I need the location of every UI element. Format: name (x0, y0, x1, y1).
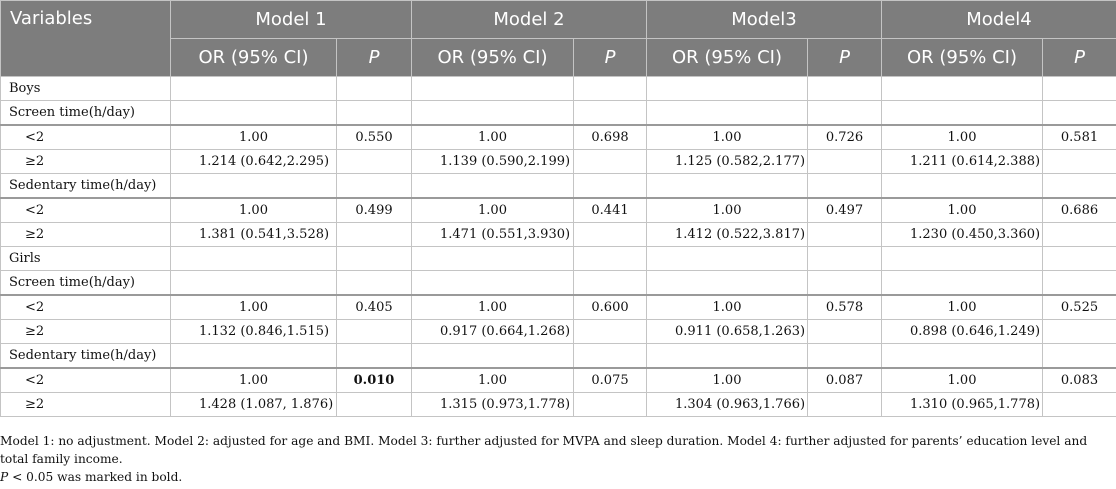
category-label: <2 (1, 198, 171, 223)
or-ci-cell (412, 77, 574, 101)
or-ci-cell: 1.00 (647, 198, 808, 223)
p-value-cell: 0.010 (337, 368, 412, 393)
p-value-cell (1043, 101, 1116, 126)
table-row (1, 174, 1116, 199)
or-ci-header: OR (95% CI) (171, 39, 337, 77)
or-ci-cell (171, 77, 337, 101)
or-ci-header: OR (95% CI) (882, 39, 1043, 77)
p-value-cell (574, 174, 647, 199)
or-ci-cell: 1.00 (171, 125, 337, 150)
or-ci-cell (882, 101, 1043, 126)
model-1-header: Model 1 (171, 1, 412, 39)
or-ci-cell (647, 174, 808, 199)
row-label: Sedentary time(h/day) (1, 344, 171, 369)
or-ci-cell: 1.471 (0.551,3.930) (412, 223, 574, 247)
p-value-cell (1043, 223, 1116, 247)
p-value-cell: 0.525 (1043, 295, 1116, 320)
footnote-p-text: < 0.05 was marked in bold. (8, 470, 183, 484)
p-value-cell (808, 101, 882, 126)
or-ci-cell: 0.911 (0.658,1.263) (647, 320, 808, 344)
or-ci-cell (171, 344, 337, 369)
p-value-cell (1043, 150, 1116, 174)
table-row (1, 344, 1116, 369)
or-ci-cell: 1.00 (412, 198, 574, 223)
model-4-header: Model4 (882, 1, 1116, 39)
p-value-cell (574, 223, 647, 247)
or-ci-cell (882, 271, 1043, 296)
p-value-cell (808, 344, 882, 369)
footnote-significance (0, 468, 1104, 486)
table-row (1, 77, 1116, 101)
or-ci-cell (647, 77, 808, 101)
p-value-cell (808, 393, 882, 417)
or-ci-cell: 1.00 (647, 125, 808, 150)
table-row (1, 198, 1116, 223)
p-value-cell: 0.499 (337, 198, 412, 223)
row-label: Screen time(h/day) (1, 101, 171, 126)
or-ci-cell (647, 344, 808, 369)
p-value-cell (574, 320, 647, 344)
or-ci-cell: 1.304 (0.963,1.766) (647, 393, 808, 417)
or-ci-cell: 1.00 (171, 295, 337, 320)
or-ci-cell: 1.00 (647, 295, 808, 320)
p-value-cell (574, 77, 647, 101)
or-ci-cell (882, 77, 1043, 101)
or-ci-cell (412, 344, 574, 369)
table-row (1, 368, 1116, 393)
model-3-header: Model3 (647, 1, 882, 39)
table-row (1, 125, 1116, 150)
p-value-cell (1043, 320, 1116, 344)
p-value-cell (574, 344, 647, 369)
p-value-cell: 0.405 (337, 295, 412, 320)
or-ci-cell (171, 271, 337, 296)
p-value-cell: 0.600 (574, 295, 647, 320)
p-header: P (1043, 39, 1116, 77)
p-value-cell: 0.083 (1043, 368, 1116, 393)
p-value-cell: 0.497 (808, 198, 882, 223)
p-value-cell (808, 271, 882, 296)
or-ci-cell: 0.898 (0.646,1.249) (882, 320, 1043, 344)
or-ci-cell (882, 174, 1043, 199)
p-value-cell (574, 150, 647, 174)
or-ci-cell: 1.211 (0.614,2.388) (882, 150, 1043, 174)
p-value-cell (574, 247, 647, 271)
table-row (1, 150, 1116, 174)
or-ci-cell (647, 247, 808, 271)
or-ci-cell: 1.00 (882, 368, 1043, 393)
or-ci-cell: 1.315 (0.973,1.778) (412, 393, 574, 417)
p-value-cell: 0.581 (1043, 125, 1116, 150)
p-value-cell (808, 247, 882, 271)
p-value-cell (1043, 393, 1116, 417)
p-value-cell (808, 223, 882, 247)
p-value-cell: 0.441 (574, 198, 647, 223)
p-value-cell (808, 174, 882, 199)
p-value-cell (337, 393, 412, 417)
p-value-cell (574, 271, 647, 296)
category-label: ≥2 (1, 150, 171, 174)
or-ci-cell: 1.125 (0.582,2.177) (647, 150, 808, 174)
or-ci-cell: 1.00 (412, 368, 574, 393)
p-value-cell: 0.578 (808, 295, 882, 320)
p-value-cell (1043, 247, 1116, 271)
or-ci-cell: 1.00 (171, 198, 337, 223)
or-ci-header: OR (95% CI) (412, 39, 574, 77)
category-label: ≥2 (1, 320, 171, 344)
p-value-cell (337, 101, 412, 126)
or-ci-cell (412, 271, 574, 296)
or-ci-cell: 1.00 (882, 125, 1043, 150)
p-value-cell (1043, 344, 1116, 369)
or-ci-cell: 1.132 (0.846,1.515) (171, 320, 337, 344)
or-ci-cell: 1.214 (0.642,2.295) (171, 150, 337, 174)
category-label: <2 (1, 368, 171, 393)
table-row (1, 295, 1116, 320)
or-ci-cell: 1.381 (0.541,3.528) (171, 223, 337, 247)
p-value-cell (337, 271, 412, 296)
or-ci-cell: 1.428 (1.087, 1.876) (171, 393, 337, 417)
or-ci-cell: 0.917 (0.664,1.268) (412, 320, 574, 344)
model-2-header: Model 2 (412, 1, 647, 39)
or-ci-cell: 1.00 (412, 295, 574, 320)
table-row (1, 393, 1116, 417)
table-row (1, 223, 1116, 247)
or-ci-cell (882, 247, 1043, 271)
category-label: <2 (1, 295, 171, 320)
category-label: ≥2 (1, 393, 171, 417)
p-value-cell (337, 150, 412, 174)
or-ci-cell: 1.00 (882, 295, 1043, 320)
footnote-p-symbol: P (0, 470, 9, 484)
or-ci-cell: 1.139 (0.590,2.199) (412, 150, 574, 174)
p-value-cell (1043, 271, 1116, 296)
row-label: Screen time(h/day) (1, 271, 171, 296)
p-value-cell (337, 174, 412, 199)
row-label: Girls (1, 247, 171, 271)
table-header (1, 1, 1116, 77)
p-value-cell: 0.087 (808, 368, 882, 393)
p-value-cell (1043, 77, 1116, 101)
or-ci-header: OR (95% CI) (647, 39, 808, 77)
p-value-cell (808, 77, 882, 101)
or-ci-cell: 1.00 (882, 198, 1043, 223)
variables-header: Variables (1, 1, 171, 77)
p-header: P (574, 39, 647, 77)
or-ci-cell (171, 174, 337, 199)
p-value-cell: 0.698 (574, 125, 647, 150)
or-ci-cell (882, 344, 1043, 369)
p-value-cell: 0.550 (337, 125, 412, 150)
or-ci-cell (647, 101, 808, 126)
row-label: Sedentary time(h/day) (1, 174, 171, 199)
or-ci-cell: 1.230 (0.450,3.360) (882, 223, 1043, 247)
table-row (1, 247, 1116, 271)
table-row (1, 271, 1116, 296)
p-value-cell (337, 320, 412, 344)
table-body (1, 77, 1116, 417)
p-header: P (337, 39, 412, 77)
or-ci-cell (647, 271, 808, 296)
table-row (1, 320, 1116, 344)
category-label: ≥2 (1, 223, 171, 247)
p-value-cell (808, 150, 882, 174)
or-ci-cell (412, 247, 574, 271)
p-value-cell (337, 77, 412, 101)
category-label: <2 (1, 125, 171, 150)
p-header: P (808, 39, 882, 77)
p-value-cell (337, 223, 412, 247)
table-row (1, 101, 1116, 126)
footnote-models: Model 1: no adjustment. Model 2: adjusted for age and BMI. Model 3: further adjusted for MVPA and sleep duration. Model 4: further adjusted for parents’ education level and total family income. (0, 434, 1088, 466)
p-value-cell (808, 320, 882, 344)
or-ci-cell (412, 101, 574, 126)
or-ci-cell (412, 174, 574, 199)
p-value-cell: 0.686 (1043, 198, 1116, 223)
p-value-cell (574, 101, 647, 126)
p-value-cell: 0.075 (574, 368, 647, 393)
table-footnotes (0, 432, 1104, 486)
or-ci-cell (171, 247, 337, 271)
p-value-cell (1043, 174, 1116, 199)
or-ci-cell: 1.310 (0.965,1.778) (882, 393, 1043, 417)
row-label: Boys (1, 77, 171, 101)
p-value-cell: 0.726 (808, 125, 882, 150)
or-ci-cell: 1.412 (0.522,3.817) (647, 223, 808, 247)
or-ci-cell: 1.00 (171, 368, 337, 393)
or-ci-cell: 1.00 (647, 368, 808, 393)
p-value-cell (337, 344, 412, 369)
p-value-cell (574, 393, 647, 417)
p-value-cell (337, 247, 412, 271)
or-ci-cell: 1.00 (412, 125, 574, 150)
or-ci-cell (171, 101, 337, 126)
